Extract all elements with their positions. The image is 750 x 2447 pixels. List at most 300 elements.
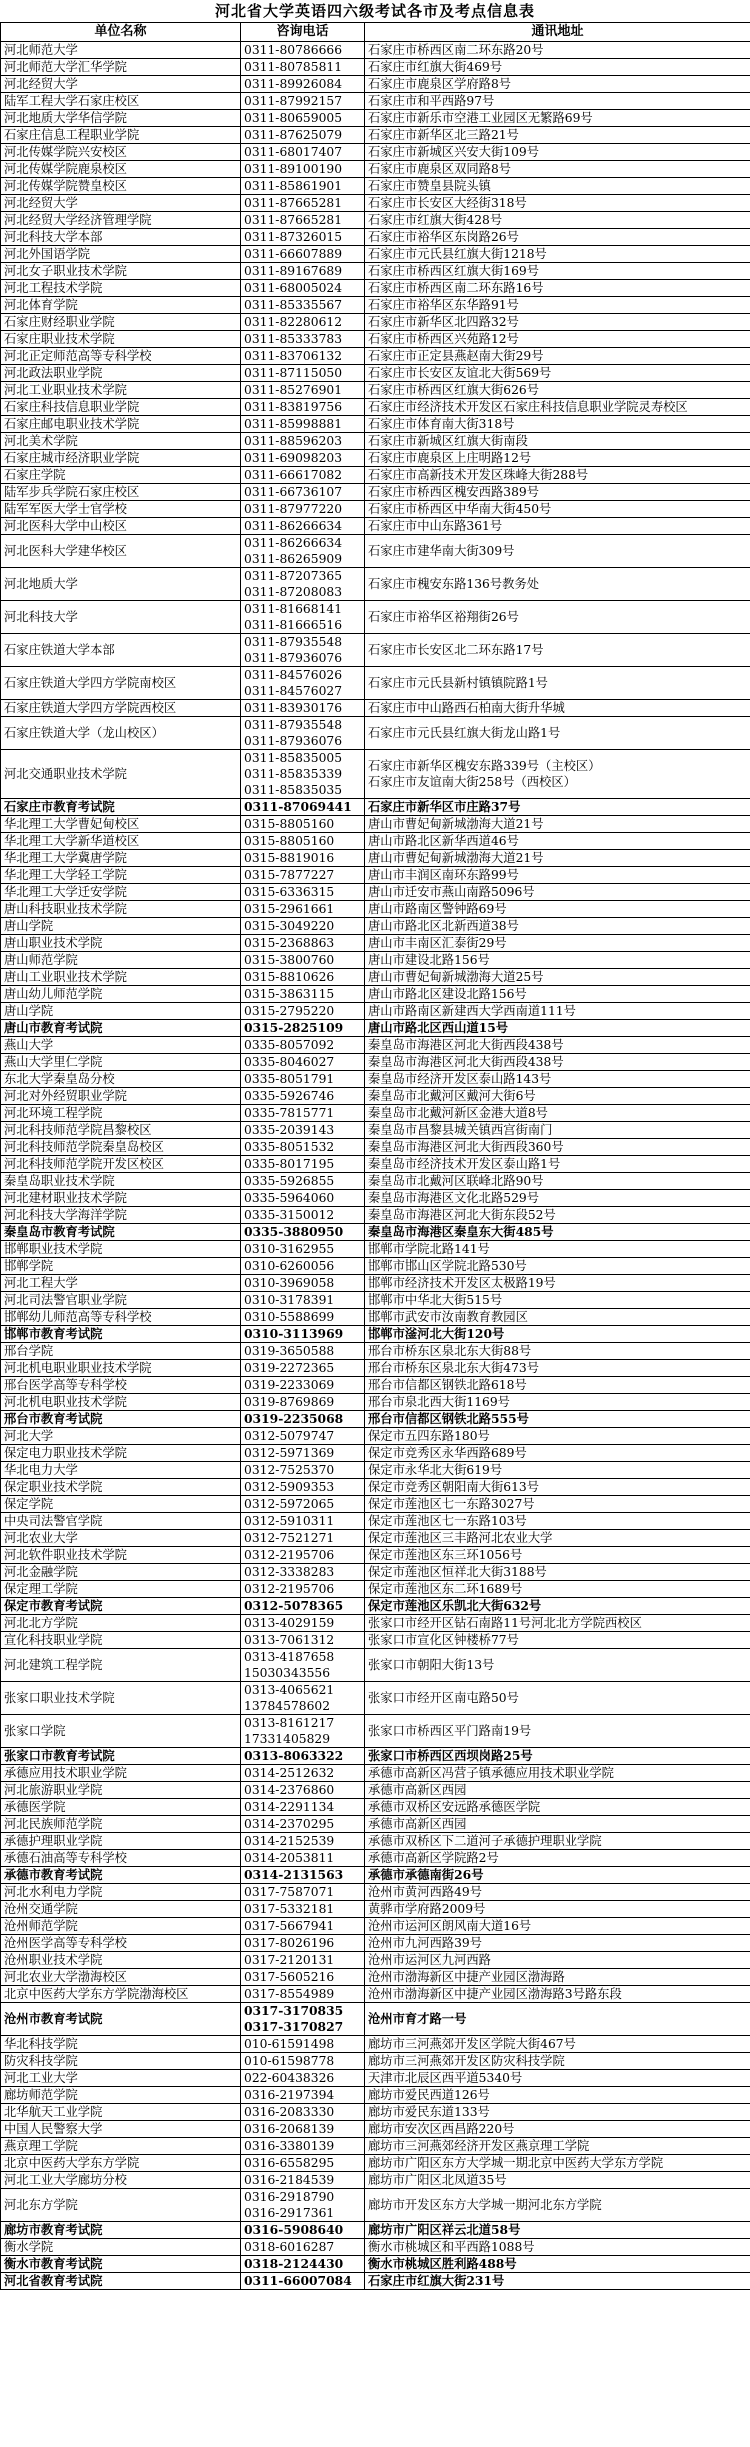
- phone-number: 0312-5971369: [244, 1446, 335, 1460]
- phone-cell: [241, 195, 365, 212]
- unit-name-cell: 邢台市教育考试院: [1, 1411, 241, 1428]
- unit-name-cell: 河北政法职业学院: [1, 365, 241, 382]
- table-row: [1, 1037, 750, 1054]
- unit-name-cell: 河北经贸大学: [1, 195, 241, 212]
- address-line: 承德市高新区学院路2号: [368, 1851, 499, 1865]
- address-cell: [365, 212, 750, 229]
- address-cell: [365, 76, 750, 93]
- table-row: [1, 901, 750, 918]
- unit-name-cell: 河北工业大学廊坊分校: [1, 2172, 241, 2189]
- unit-name-cell: 河北建材职业技术学院: [1, 1190, 241, 1207]
- phone-number: 010-61591498: [244, 2037, 335, 2051]
- address-line: 唐山市曹妃甸新城渤海大道21号: [368, 817, 544, 831]
- phone-number: 0314-2152539: [244, 1834, 335, 1848]
- address-cell: [365, 1054, 750, 1071]
- address-cell: [365, 2172, 750, 2189]
- unit-name-cell: 河北环境工程学院: [1, 1105, 241, 1122]
- address-line: 邢台市桥东区泉北东大街473号: [368, 1361, 540, 1375]
- unit-name-cell: 承德市教育考试院: [1, 1867, 241, 1884]
- address-cell: [365, 952, 750, 969]
- address-cell: [365, 535, 750, 568]
- phone-cell: [241, 1850, 365, 1867]
- phone-number: 0311-87115050: [244, 366, 343, 380]
- address-cell: [365, 568, 750, 601]
- table-row: [1, 1292, 750, 1309]
- phone-cell: [241, 700, 365, 717]
- phone-cell: [241, 901, 365, 918]
- address-line: 保定市竞秀区永华西路689号: [368, 1446, 527, 1460]
- phone-cell: [241, 1377, 365, 1394]
- phone-cell: [241, 76, 365, 93]
- table-row: [1, 1071, 750, 1088]
- table-row: [1, 1918, 750, 1935]
- unit-name-cell: 河北对外经贸职业学院: [1, 1088, 241, 1105]
- unit-name-cell: 河北软件职业技术学院: [1, 1547, 241, 1564]
- address-cell: [365, 2138, 750, 2155]
- phone-number: 0311-80659005: [244, 111, 343, 125]
- address-line: 邢台市桥东区泉北东大街88号: [368, 1344, 532, 1358]
- phone-number: 0311-86266634: [244, 536, 343, 550]
- phone-cell: [241, 986, 365, 1003]
- table-row: [1, 1377, 750, 1394]
- unit-name-cell: 邯郸学院: [1, 1258, 241, 1275]
- unit-name-cell: 河北体育学院: [1, 297, 241, 314]
- address-line: 石家庄市桥西区中华南大街450号: [368, 502, 552, 516]
- address-cell: [365, 1799, 750, 1816]
- phone-cell: [241, 1088, 365, 1105]
- address-cell: [365, 1258, 750, 1275]
- table-row: [1, 484, 750, 501]
- phone-cell: [241, 2155, 365, 2172]
- table-row: [1, 1850, 750, 1867]
- phone-number: 0314-2370295: [244, 1817, 335, 1831]
- address-cell: [365, 1816, 750, 1833]
- address-cell: [365, 1833, 750, 1850]
- address-line: 邯郸市中华北大街515号: [368, 1293, 503, 1307]
- address-line: 石家庄市新华区市庄路37号: [368, 799, 521, 814]
- phone-number: 0311-68005024: [244, 281, 343, 295]
- address-line: 石家庄市元氏县新村镇镇院路1号: [368, 676, 548, 690]
- address-line: 石家庄市槐安东路136号教务处: [368, 577, 540, 591]
- unit-name-cell: 北京中医药大学东方学院渤海校区: [1, 1986, 241, 2003]
- phone-cell: [241, 535, 365, 568]
- address-cell: [365, 1156, 750, 1173]
- phone-cell: [241, 1241, 365, 1258]
- phone-cell: [241, 1122, 365, 1139]
- address-cell: [365, 1935, 750, 1952]
- phone-cell: [241, 2053, 365, 2070]
- address-cell: [365, 178, 750, 195]
- address-cell: [365, 1986, 750, 2003]
- address-line: 保定市莲池区七一东路3027号: [368, 1497, 535, 1511]
- phone-cell: [241, 935, 365, 952]
- address-line: 邯郸市滏河北大街120号: [368, 1326, 505, 1341]
- address-cell: [365, 1513, 750, 1530]
- phone-number: 0312-5079747: [244, 1429, 335, 1443]
- table-row: [1, 2239, 750, 2256]
- unit-name-cell: 唐山师范学院: [1, 952, 241, 969]
- address-line: 廊坊市三河燕郊开发区防灾科技学院: [368, 2054, 565, 2068]
- unit-name-cell: 河北经贸大学经济管理学院: [1, 212, 241, 229]
- address-cell: [365, 263, 750, 280]
- address-line: 秦皇岛市北戴河新区金港大道8号: [368, 1106, 548, 1120]
- unit-name-cell: 承德石油高等专科学校: [1, 1850, 241, 1867]
- address-line: 石家庄市桥西区槐安西路389号: [368, 485, 540, 499]
- unit-name-cell: 廊坊师范学院: [1, 2087, 241, 2104]
- phone-number: 0312-7521271: [244, 1531, 335, 1545]
- phone-cell: [241, 263, 365, 280]
- address-line: 沧州市运河区九河西路: [368, 1953, 491, 1967]
- address-cell: [365, 2155, 750, 2172]
- address-cell: [365, 1173, 750, 1190]
- phone-number: 0316-6558295: [244, 2156, 335, 2170]
- phone-number: 0311-66736107: [244, 485, 343, 499]
- phone-cell: [241, 2087, 365, 2104]
- phone-cell: [241, 1479, 365, 1496]
- address-cell: [365, 1122, 750, 1139]
- phone-cell: [241, 382, 365, 399]
- address-line: 秦皇岛市昌黎县城关镇西宫街南门: [368, 1123, 553, 1137]
- address-line: 石家庄市新城区兴安大街109号: [368, 145, 540, 159]
- table-row: [1, 1969, 750, 1986]
- unit-name-cell: 邯郸职业技术学院: [1, 1241, 241, 1258]
- phone-cell: [241, 1901, 365, 1918]
- unit-name-cell: 邢台学院: [1, 1343, 241, 1360]
- phone-number: 0311-86266634: [244, 519, 343, 533]
- phone-cell: [241, 867, 365, 884]
- table-row: [1, 1088, 750, 1105]
- unit-name-cell: 石家庄学院: [1, 467, 241, 484]
- address-cell: [365, 1682, 750, 1715]
- phone-cell: [241, 1884, 365, 1901]
- phone-number: 0316-2918790: [244, 2190, 335, 2204]
- phone-cell: [241, 2256, 365, 2273]
- unit-name-cell: 河北科技师范学院昌黎校区: [1, 1122, 241, 1139]
- unit-name-cell: 河北东方学院: [1, 2189, 241, 2222]
- table-row: [1, 750, 750, 799]
- table-row: [1, 1564, 750, 1581]
- table-row: [1, 195, 750, 212]
- unit-name-cell: 石家庄财经职业学院: [1, 314, 241, 331]
- address-cell: [365, 2222, 750, 2239]
- phone-number: 0311-87935548: [244, 635, 343, 649]
- unit-name-cell: 唐山科技职业技术学院: [1, 901, 241, 918]
- unit-name-cell: 石家庄铁道大学四方学院南校区: [1, 667, 241, 700]
- address-line: 张家口市朝阳大街13号: [368, 1658, 495, 1672]
- phone-cell: [241, 1343, 365, 1360]
- address-cell: [365, 1020, 750, 1037]
- unit-name-cell: 石家庄铁道大学本部: [1, 634, 241, 667]
- unit-name-cell: 华北理工大学轻工学院: [1, 867, 241, 884]
- unit-name-cell: 河北工程技术学院: [1, 280, 241, 297]
- phone-number: 0311-68017407: [244, 145, 343, 159]
- unit-name-cell: 河北农业大学渤海校区: [1, 1969, 241, 1986]
- table-row: [1, 467, 750, 484]
- address-cell: [365, 110, 750, 127]
- address-line: 廊坊市三河燕郊经济开发区燕京理工学院: [368, 2139, 590, 2153]
- phone-number: 0317-8026196: [244, 1936, 335, 1950]
- address-cell: [365, 1530, 750, 1547]
- address-line: 邢台市信都区钢铁北路618号: [368, 1378, 527, 1392]
- phone-number: 0314-2291134: [244, 1800, 335, 1814]
- phone-number: 0335-3150012: [244, 1208, 335, 1222]
- phone-number: 0313-4029159: [244, 1616, 335, 1630]
- address-line: 石家庄市桥西区南二环东路16号: [368, 281, 544, 295]
- unit-name-cell: 河北建筑工程学院: [1, 1649, 241, 1682]
- phone-cell: [241, 1598, 365, 1615]
- table-row: [1, 1207, 750, 1224]
- address-line: 廊坊市广阳区祥云北道58号: [368, 2222, 521, 2237]
- table-row: [1, 314, 750, 331]
- table-row: [1, 1765, 750, 1782]
- unit-name-cell: 华北科技学院: [1, 2036, 241, 2053]
- phone-cell: [241, 952, 365, 969]
- address-cell: [365, 634, 750, 667]
- phone-cell: [241, 1632, 365, 1649]
- address-line: 衡水市桃城区胜利路488号: [368, 2256, 517, 2271]
- address-line: 秦皇岛市海港区秦皇东大街485号: [368, 1224, 554, 1239]
- phone-cell: [241, 467, 365, 484]
- unit-name-cell: 河北地质大学: [1, 568, 241, 601]
- phone-number: 0311-87977220: [244, 502, 343, 516]
- phone-number: 0310-3162955: [244, 1242, 335, 1256]
- phone-cell: [241, 1020, 365, 1037]
- table-row: [1, 2087, 750, 2104]
- address-line: 唐山市路北区西山道15号: [368, 1020, 509, 1035]
- phone-number: 0311-86265909: [244, 552, 343, 566]
- phone-number: 0311-89100190: [244, 162, 343, 176]
- address-cell: [365, 969, 750, 986]
- phone-cell: [241, 2222, 365, 2239]
- table-row: [1, 568, 750, 601]
- table-row: [1, 1394, 750, 1411]
- address-cell: [365, 667, 750, 700]
- address-line: 唐山市路北区北新西道38号: [368, 919, 519, 933]
- table-row: [1, 2121, 750, 2138]
- unit-name-cell: 河北工程大学: [1, 1275, 241, 1292]
- phone-number: 0335-7815771: [244, 1106, 335, 1120]
- address-line: 邢台市信都区钢铁北路555号: [368, 1411, 529, 1426]
- address-line: 邯郸市武安市汝南教育教园区: [368, 1310, 528, 1324]
- address-cell: [365, 2121, 750, 2138]
- unit-name-cell: 承德护理职业学院: [1, 1833, 241, 1850]
- address-cell: [365, 935, 750, 952]
- table-row: [1, 1343, 750, 1360]
- phone-cell: [241, 144, 365, 161]
- phone-cell: [241, 212, 365, 229]
- table-row: [1, 1649, 750, 1682]
- phone-cell: [241, 1833, 365, 1850]
- phone-number: 0315-2795220: [244, 1004, 335, 1018]
- address-line: 石家庄市建华南大街309号: [368, 544, 515, 558]
- phone-number: 0335-2039143: [244, 1123, 335, 1137]
- phone-number: 0311-85335567: [244, 298, 343, 312]
- unit-name-cell: 秦皇岛职业技术学院: [1, 1173, 241, 1190]
- table-row: [1, 2104, 750, 2121]
- phone-number: 0317-3170835: [244, 2003, 344, 2018]
- unit-name-cell: 石家庄职业技术学院: [1, 331, 241, 348]
- address-line: 天津市北辰区西平道5340号: [368, 2071, 523, 2085]
- phone-number: 0313-8063322: [244, 1748, 344, 1763]
- address-line: 秦皇岛市海港区河北大街西段438号: [368, 1055, 564, 1069]
- table-row: [1, 1581, 750, 1598]
- phone-number: 0314-2053811: [244, 1851, 335, 1865]
- address-cell: [365, 884, 750, 901]
- address-line: 保定市莲池区七一东路103号: [368, 1514, 527, 1528]
- phone-number: 0335-5964060: [244, 1191, 335, 1205]
- phone-cell: [241, 1530, 365, 1547]
- address-line: 秦皇岛市经济技术开发区泰山路1号: [368, 1157, 561, 1171]
- address-cell: [365, 1867, 750, 1884]
- address-line: 唐山市路南区警钟路69号: [368, 902, 507, 916]
- phone-number: 0314-2512632: [244, 1766, 335, 1780]
- address-line: 石家庄市中山东路361号: [368, 519, 503, 533]
- address-line: 廊坊市广阳区北凤道35号: [368, 2173, 507, 2187]
- phone-number: 0311-85333783: [244, 332, 343, 346]
- phone-number: 0313-7061312: [244, 1633, 335, 1647]
- address-cell: [365, 1241, 750, 1258]
- phone-number: 0311-87625079: [244, 128, 343, 142]
- address-cell: [365, 1207, 750, 1224]
- unit-name-cell: 河北省教育考试院: [1, 2273, 241, 2290]
- address-line: 秦皇岛市海港区文化北路529号: [368, 1191, 540, 1205]
- address-cell: [365, 1224, 750, 1241]
- unit-name-cell: 保定学院: [1, 1496, 241, 1513]
- phone-number: 0310-3969058: [244, 1276, 335, 1290]
- address-line: 石家庄市长安区大经街318号: [368, 196, 527, 210]
- address-cell: [365, 816, 750, 833]
- phone-cell: [241, 331, 365, 348]
- address-cell: [365, 1326, 750, 1343]
- phone-cell: [241, 1394, 365, 1411]
- unit-name-cell: 河北工业职业技术学院: [1, 382, 241, 399]
- address-line: 唐山市曹妃甸新城渤海大道21号: [368, 851, 544, 865]
- unit-name-cell: 河北地质大学华信学院: [1, 110, 241, 127]
- address-cell: [365, 42, 750, 59]
- table-row: [1, 1445, 750, 1462]
- table-row: [1, 1986, 750, 2003]
- address-cell: [365, 1088, 750, 1105]
- phone-cell: [241, 1190, 365, 1207]
- phone-number: 0311-87069441: [244, 799, 352, 814]
- phone-number: 0311-87326015: [244, 230, 343, 244]
- phone-cell: [241, 1816, 365, 1833]
- address-line: 石家庄市长安区友谊北大街569号: [368, 366, 552, 380]
- phone-number: 0318-2124430: [244, 2256, 344, 2271]
- table-row: [1, 76, 750, 93]
- address-cell: [365, 1071, 750, 1088]
- unit-name-cell: 河北科技大学: [1, 601, 241, 634]
- phone-cell: [241, 2121, 365, 2138]
- address-line: 保定市莲池区东三环1056号: [368, 1548, 523, 1562]
- address-line: 邯郸市学院北路141号: [368, 1242, 490, 1256]
- address-cell: [365, 1411, 750, 1428]
- phone-cell: [241, 1037, 365, 1054]
- address-line: 石家庄市红旗大街231号: [368, 2273, 505, 2288]
- unit-name-cell: 保定电力职业技术学院: [1, 1445, 241, 1462]
- address-cell: [365, 450, 750, 467]
- table-row: [1, 833, 750, 850]
- unit-name-cell: 华北理工大学曹妃甸校区: [1, 816, 241, 833]
- phone-cell: [241, 2273, 365, 2290]
- phone-cell: [241, 969, 365, 986]
- table-row: [1, 263, 750, 280]
- unit-name-cell: 河北大学: [1, 1428, 241, 1445]
- address-cell: [365, 2256, 750, 2273]
- address-line: 秦皇岛市经济开发区泰山路143号: [368, 1072, 552, 1086]
- phone-number: 0317-7587071: [244, 1885, 335, 1899]
- phone-cell: [241, 1445, 365, 1462]
- phone-number: 0317-5605216: [244, 1970, 335, 1984]
- phone-cell: [241, 1309, 365, 1326]
- table-row: [1, 1122, 750, 1139]
- table-row: [1, 799, 750, 816]
- phone-number: 022-60438326: [244, 2071, 335, 2085]
- phone-cell: [241, 1054, 365, 1071]
- address-cell: [365, 416, 750, 433]
- phone-number: 0311-82280612: [244, 315, 343, 329]
- address-cell: [365, 2053, 750, 2070]
- table-row: [1, 952, 750, 969]
- address-cell: [365, 2070, 750, 2087]
- address-line: 秦皇岛市海港区河北大街西段438号: [368, 1038, 564, 1052]
- phone-cell: [241, 314, 365, 331]
- table-row: [1, 110, 750, 127]
- address-line: 邯郸市邯山区学院北路530号: [368, 1259, 527, 1273]
- phone-cell: [241, 1496, 365, 1513]
- unit-name-cell: 唐山市教育考试院: [1, 1020, 241, 1037]
- address-cell: [365, 850, 750, 867]
- phone-number: 0317-3170827: [244, 2019, 344, 2034]
- address-line: 保定市莲池区东二环1689号: [368, 1582, 523, 1596]
- phone-cell: [241, 229, 365, 246]
- address-cell: [365, 501, 750, 518]
- address-cell: [365, 2104, 750, 2121]
- phone-number: 0316-2917361: [244, 2206, 335, 2220]
- table-row: [1, 1715, 750, 1748]
- table-row: [1, 935, 750, 952]
- address-line: 保定市永华北大街619号: [368, 1463, 503, 1477]
- address-cell: [365, 1003, 750, 1020]
- address-cell: [365, 1462, 750, 1479]
- unit-name-cell: 河北工业大学: [1, 2070, 241, 2087]
- phone-cell: [241, 2138, 365, 2155]
- unit-name-cell: 承德医学院: [1, 1799, 241, 1816]
- table-row: [1, 1275, 750, 1292]
- address-line: 石家庄市红旗大街428号: [368, 213, 503, 227]
- phone-number: 0315-8805160: [244, 817, 335, 831]
- address-line: 沧州市渤海新区中捷产业园区渤海路: [368, 1970, 565, 1984]
- phone-number: 0335-5926746: [244, 1089, 335, 1103]
- phone-number: 0315-2368863: [244, 936, 335, 950]
- table-row: [1, 1833, 750, 1850]
- table-row: [1, 1547, 750, 1564]
- phone-number: 0312-5910311: [244, 1514, 335, 1528]
- address-line: 秦皇岛市海港区河北大街东段52号: [368, 1208, 556, 1222]
- table-row: [1, 816, 750, 833]
- address-cell: [365, 297, 750, 314]
- table-row: [1, 416, 750, 433]
- unit-name-cell: 石家庄铁道大学四方学院西校区: [1, 700, 241, 717]
- table-row: [1, 1224, 750, 1241]
- unit-name-cell: 河北师范大学汇华学院: [1, 59, 241, 76]
- phone-number: 0311-85835005: [244, 751, 343, 765]
- phone-number: 0311-80786666: [244, 43, 343, 57]
- phone-number: 0311-81666516: [244, 618, 343, 632]
- table-row: [1, 2222, 750, 2239]
- table-row: [1, 2172, 750, 2189]
- unit-name-cell: 河北传媒学院兴安校区: [1, 144, 241, 161]
